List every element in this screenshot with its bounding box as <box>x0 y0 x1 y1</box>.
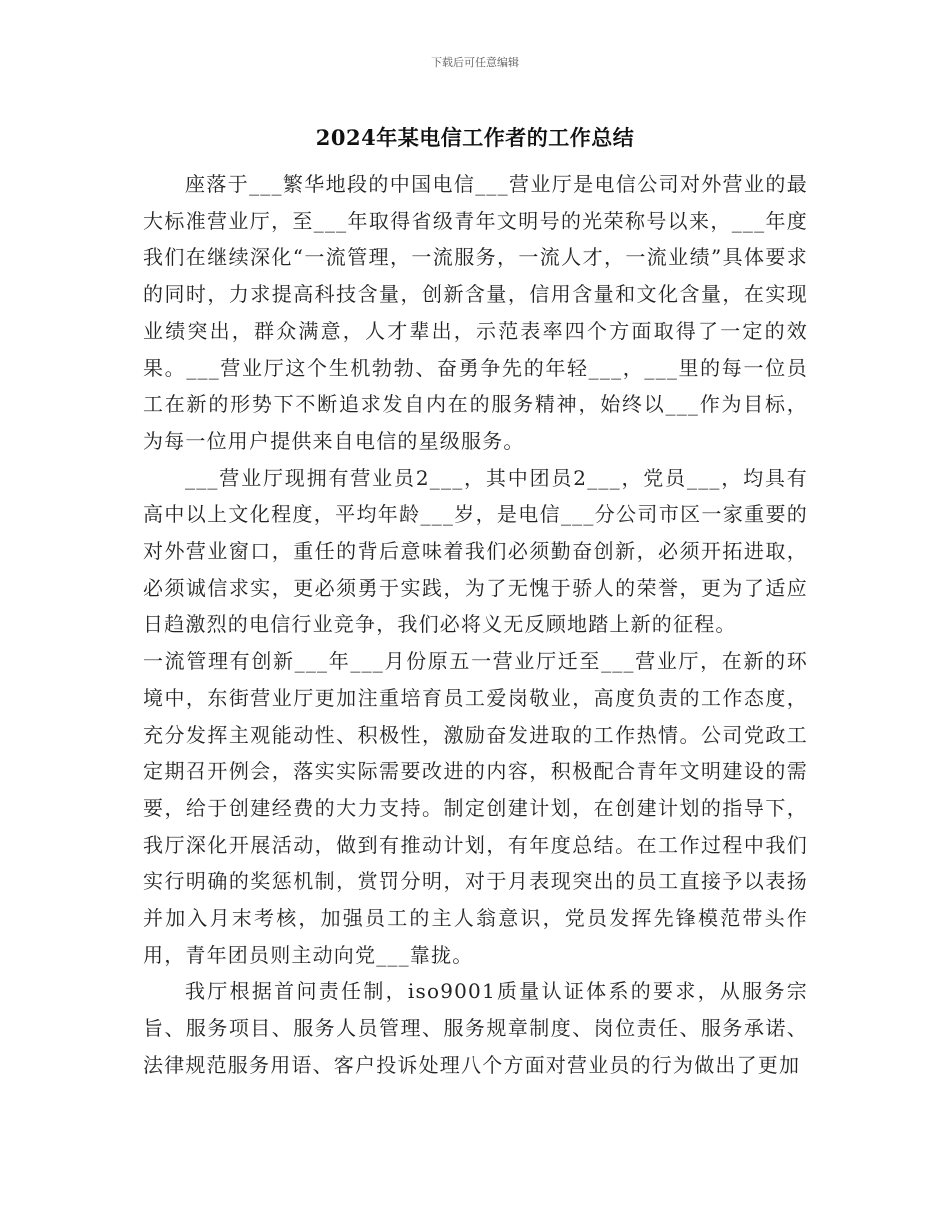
paragraph-4: 我厅根据首问责任制，iso9001质量认证体系的要求，从服务宗旨、服务项目、服务人员管理、服务规章制度、岗位责任、服务承诺、法律规范服务用语、客户投诉处理八个方面对营业员的行为做出了更加 <box>143 979 808 1077</box>
page-header-note: 下载后可任意编辑 <box>431 56 519 69</box>
document-body <box>143 166 808 1084</box>
paragraph-2: ___营业厅现拥有营业员2___，其中团员2___，党员___，均具有高中以上文化程度，平均年龄___岁，是电信___分公司市区一家重要的对外营业窗口，重任的背后意味着我们必须勤奋创新，必须开拓进取，必须诚信求实，更必须勇于实践，为了无愧于骄人的荣誉，更为了适应日趋激烈的电信行业竞争，我们必将义无反顾地踏上新的征程。 <box>143 465 808 637</box>
document-title: 2024年某电信工作者的工作总结 <box>315 125 635 150</box>
paragraph-3: 一流管理有创新___年___月份原五一营业厅迁至___营业厅，在新的环境中，东街营业厅更加注重培育员工爱岗敬业，高度负责的工作态度，充分发挥主观能动性、积极性，激励奋发进取的工作热情。公司党政工定期召开例会，落实实际需要改进的内容，积极配合青年文明建设的需要，给于创建经费的大力支持。制定创建计划，在创建计划的指导下，我厅深化开展活动，做到有推动计划，有年度总结。在工作过程中我们实行明确的奖惩机制，赏罚分明，对于月表现突出的员工直接予以表扬并加入月末考核，加强员工的主人翁意识，党员发挥先锋模范带头作用，青年团员则主动向党___靠拢。 <box>143 649 808 967</box>
paragraph-1: 座落于___繁华地段的中国电信___营业厅是电信公司对外营业的最大标准营业厅，至___年取得省级青年文明号的光荣称号以来，___年度我们在继续深化“一流管理，一流服务，一流人才，一流业绩”具体要求的同时，力求提高科技含量，创新含量，信用含量和文化含量，在实现业绩突出，群众满意，人才辈出，示范表率四个方面取得了一定的效果。___营业厅这个生机勃勃、奋勇争先的年轻___，___里的每一位员工在新的形势下不断追求发自内在的服务精神，始终以___作为目标，为每一位用户提供来自电信的星级服务。 <box>143 172 808 453</box>
